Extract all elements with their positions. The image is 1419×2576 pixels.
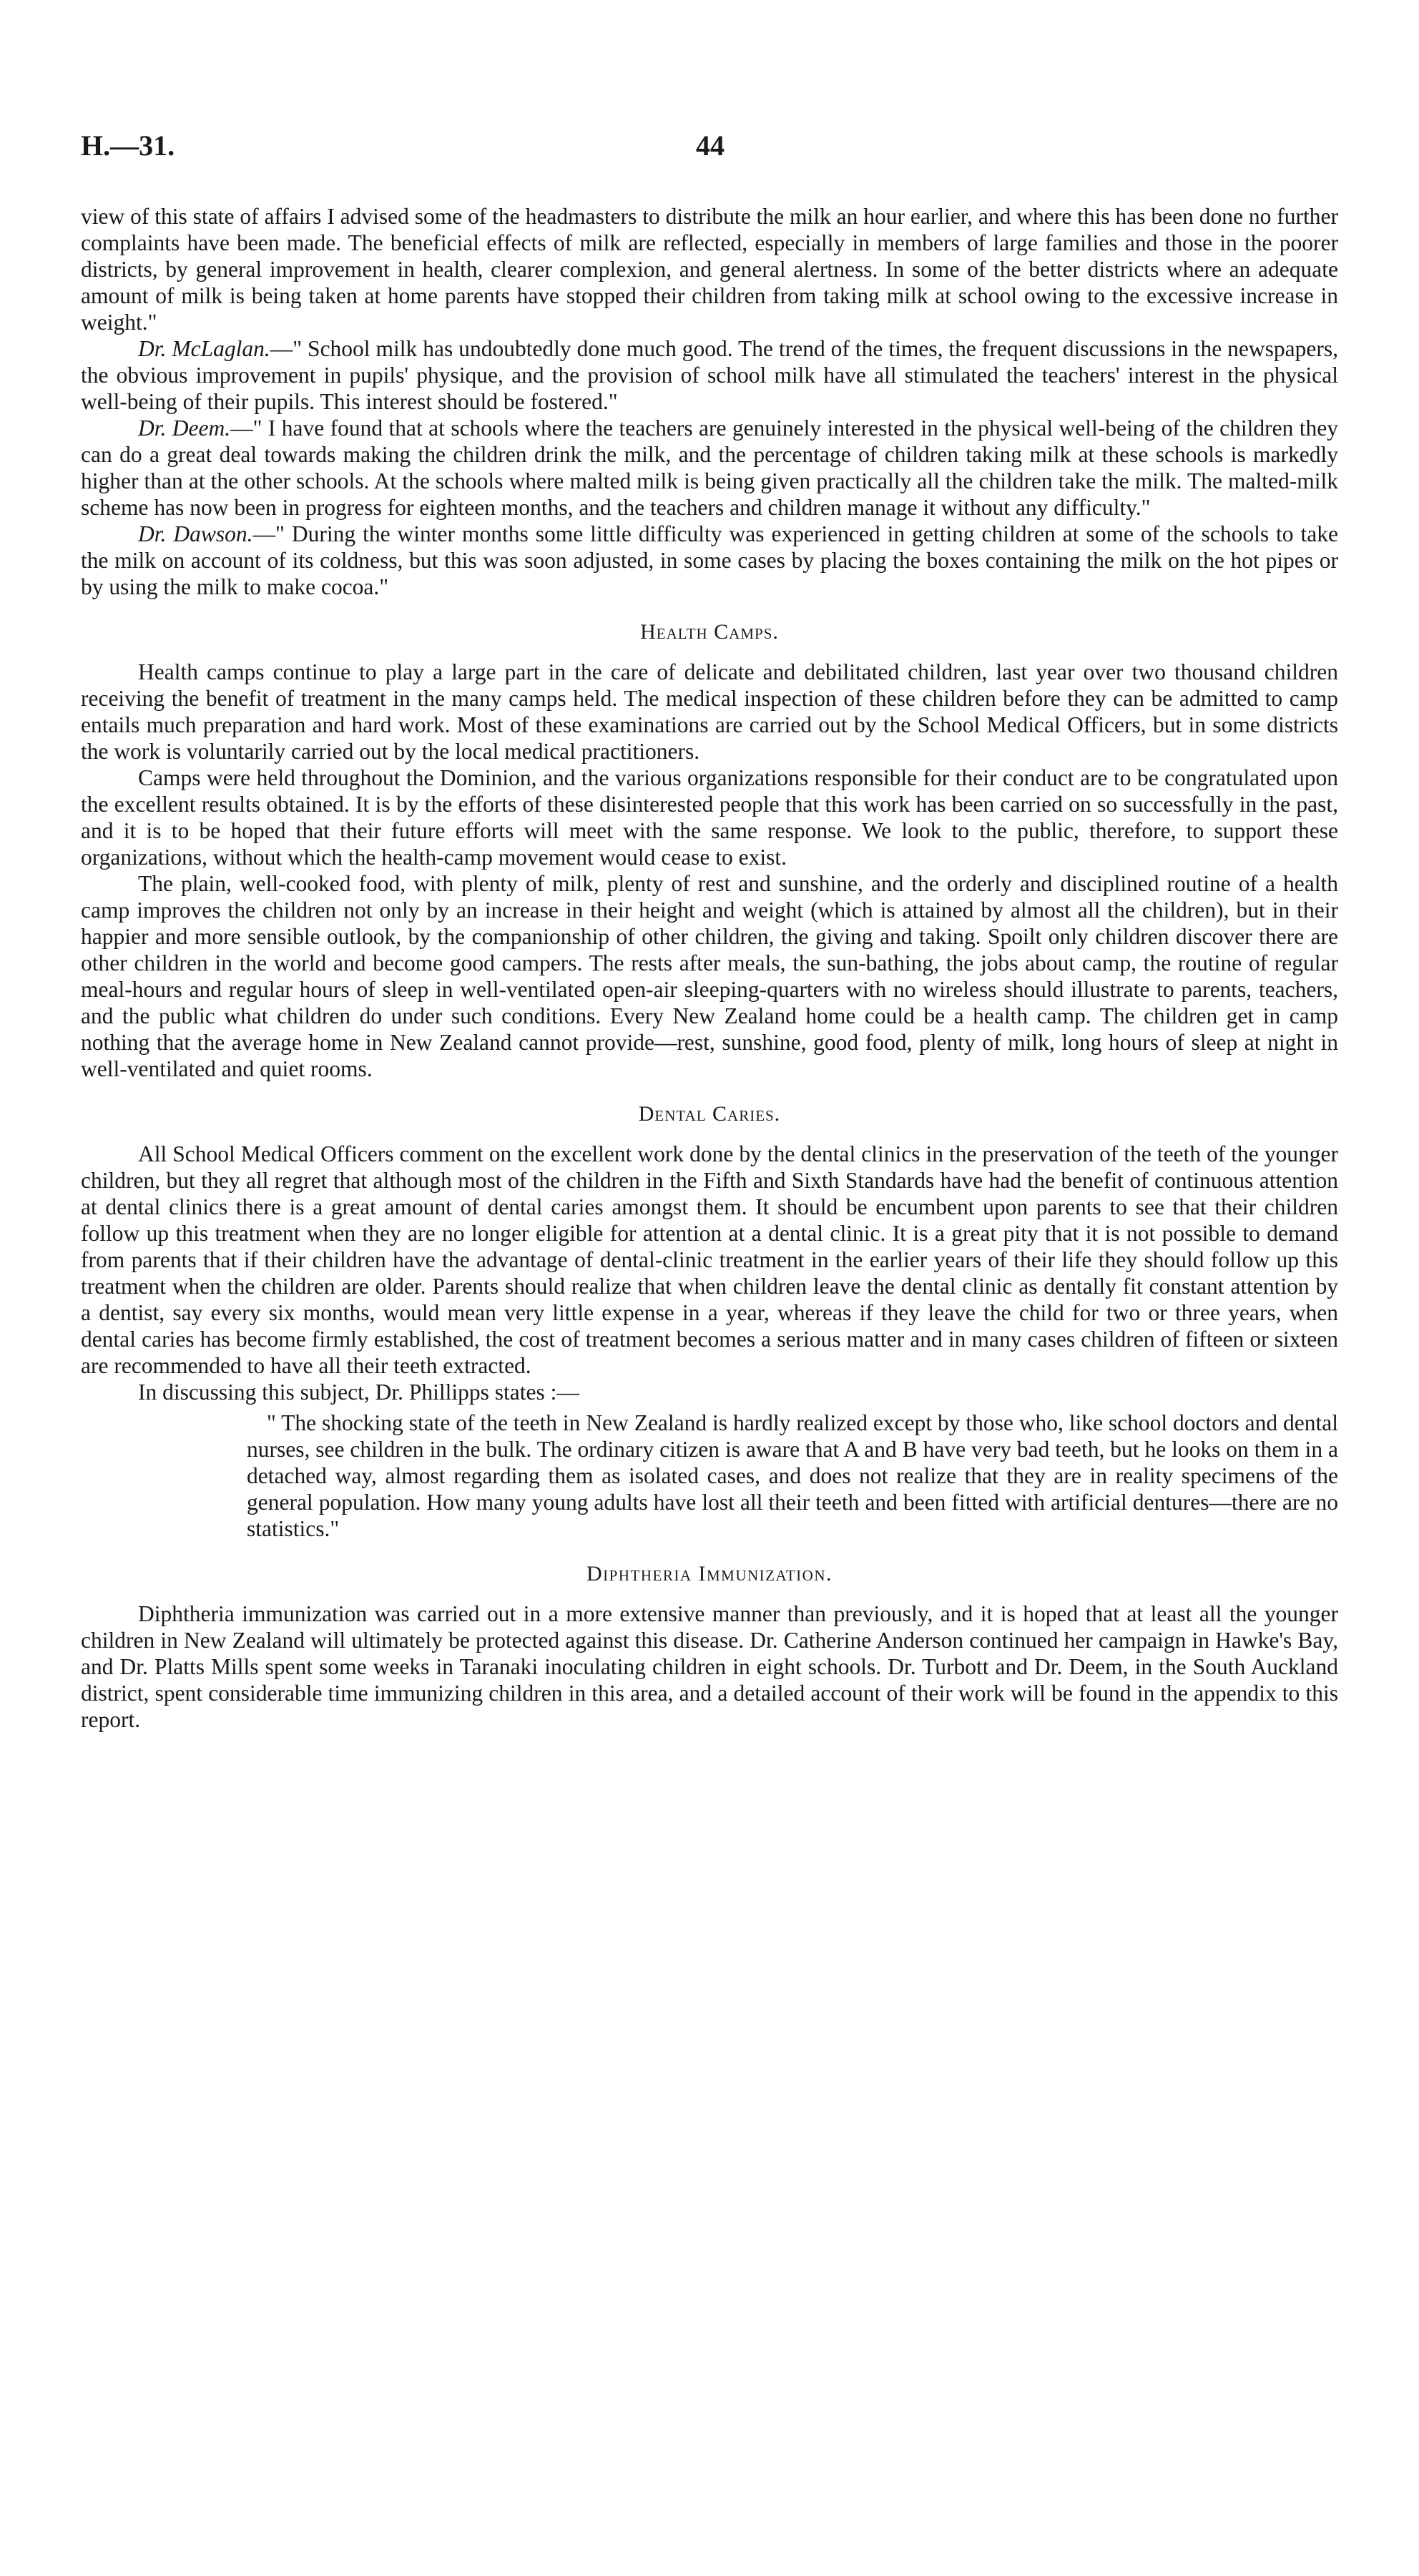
quote-mclaglan xyxy=(81,335,1338,415)
phillipps-quote-block xyxy=(247,1410,1338,1542)
page-header xyxy=(81,129,1338,179)
section-heading-health-camps: Health Camps. xyxy=(640,620,779,644)
dental-caries-paragraph: In discussing this subject, Dr. Phillipps states :— xyxy=(138,1380,579,1405)
page-number: 44 xyxy=(696,129,725,162)
intro-paragraph: view of this state of affairs I advised some of the headmasters to distribute the milk an hour earlier, and where this has been done no further complaints have been made. The beneficial effects of milk are reflected, especially in members of large families and those in the poorer districts, by general improvement in health, clearer complexion, and general alertness. In some of the better districts where an adequate amount of milk is being taken at home parents have stopped their children from taking milk at school owing to the excessive increase in weight." xyxy=(81,204,1338,335)
quote-dawson xyxy=(81,521,1338,600)
health-camps-paragraph: Camps were held throughout the Dominion, and the various organizations responsible for their conduct are to be congratulated upon the excellent results obtained. It is by the efforts of these disinterested people that this work has been carried on so successfully in the past, and it is to be hoped that their future efforts will meet with the same response. We look to the public, therefore, to support these organizations, without which the health-camp movement would cease to exist. xyxy=(81,765,1338,870)
report-reference: H.—31. xyxy=(81,129,175,162)
health-camps-paragraph: Health camps continue to play a large part in the care of delicate and debilitated children, last year over two thousand children receiving the benefit of treatment in the many camps held. The medical inspection of these children before they can be admitted to camp entails much preparation and hard work. Most of these examinations are carried out by the School Medical Officers, but in some districts the work is voluntarily carried out by the local medical practitioners. xyxy=(81,659,1338,764)
quote-text: —" During the winter months some little difficulty was experienced in getting children at some of the schools to take the milk on account of its coldness, but this was soon adjusted, in some cases by placing the boxes containing the milk on the hot pipes or by using the milk to make cocoa." xyxy=(81,521,1338,599)
section-heading-diphtheria: Diphtheria Immunization. xyxy=(586,1562,833,1586)
speaker-name: Dr. Deem. xyxy=(138,416,231,441)
quote-text: —" I have found that at schools where the teachers are genuinely interested in the physical well-being of the children they can do a great deal towards making the children drink the milk, and the percentage of children taking milk at these schools is markedly higher than at the other schools. At the schools where malted milk is being given practically all the children take the milk. The malted-milk scheme has now been in progress for eighteen months, and the teachers and children manage it without any difficulty." xyxy=(81,416,1338,520)
speaker-name: Dr. Dawson. xyxy=(138,521,253,546)
health-camps-paragraph: The plain, well-cooked food, with plenty of milk, plenty of rest and sunshine, and the orderly and disciplined routine of a health camp improves the children not only by an increase in their height and weight (which is attained by almost all the children), but in their happier and more sensible outlook, by the companionship of other children, the giving and taking. Spoilt only children discover there are other children in the world and become good campers. The rests after meals, the sun-bathing, the jobs about camp, the routine of regular meal-hours and regular hours of sleep in well-ventilated open-air sleeping-quarters with no wireless should illustrate to parents, teachers, and the public what children do under such conditions. Every New Zealand home could be a health camp. The children get in camp nothing that the average home in New Zealand cannot provide—rest, sunshine, good food, plenty of milk, long hours of sleep at night in well-ventilated and quiet rooms. xyxy=(81,871,1338,1081)
phillipps-quote-text: " The shocking state of the teeth in New Zealand is hardly realized except by those who, like school doctors and dental nurses, see children in the bulk. The ordinary citizen is aware that A and B have very bad teeth, but he looks on them in a detached way, almost regarding them as isolated cases, and does not realize that they are in reality specimens of the general population. How many young adults have lost all their teeth and been fitted with artificial dentures—there are no statistics." xyxy=(247,1410,1338,1541)
diphtheria-paragraph: Diphtheria immunization was carried out in a more extensive manner than previously, and it is hoped that at least all the younger children in New Zealand will ultimately be protected against this disease. Dr. Catherine Anderson continued her campaign in Hawke's Bay, and Dr. Platts Mills spent some weeks in Taranaki inoculating children in eight schools. Dr. Turbott and Dr. Deem, in the South Auckland district, spent considerable time immunizing children in this area, and a detailed account of their work will be found in the appendix to this report. xyxy=(81,1601,1338,1732)
speaker-name: Dr. McLaglan. xyxy=(138,336,270,361)
document-page xyxy=(81,129,1338,1733)
quote-deem xyxy=(81,415,1338,521)
quote-text: —" School milk has undoubtedly done much good. The trend of the times, the frequent discussions in the newspapers, the obvious improvement in pupils' physique, and the provision of school milk have all stimulated the teachers' interest in the physical well-being of their pupils. This interest should be fostered." xyxy=(81,336,1338,414)
dental-caries-paragraph: All School Medical Officers comment on the excellent work done by the dental clinics in the preservation of the teeth of the younger children, but they all regret that although most of the children in the Fifth and Sixth Standards have had the benefit of continuous attention at dental clinics there is a great amount of dental caries amongst them. It should be encumbent upon parents to see that their children follow up this treatment when they are no longer eligible for attention at a dental clinic. It is a great pity that it is not possible to demand from parents that if their children have the advantage of dental-clinic treatment in the earlier years of their life they should follow up this treatment when the children are older. Parents should realize that when children leave the dental clinic as dentally fit constant attention by a dentist, say every six months, would mean very little expense in a year, whereas if they leave the child for two or three years, when dental caries has become firmly established, the cost of treatment becomes a serious matter and in many cases children of fifteen or sixteen are recommended to have all their teeth extracted. xyxy=(81,1141,1338,1378)
section-heading-dental-caries: Dental Caries. xyxy=(638,1102,781,1126)
